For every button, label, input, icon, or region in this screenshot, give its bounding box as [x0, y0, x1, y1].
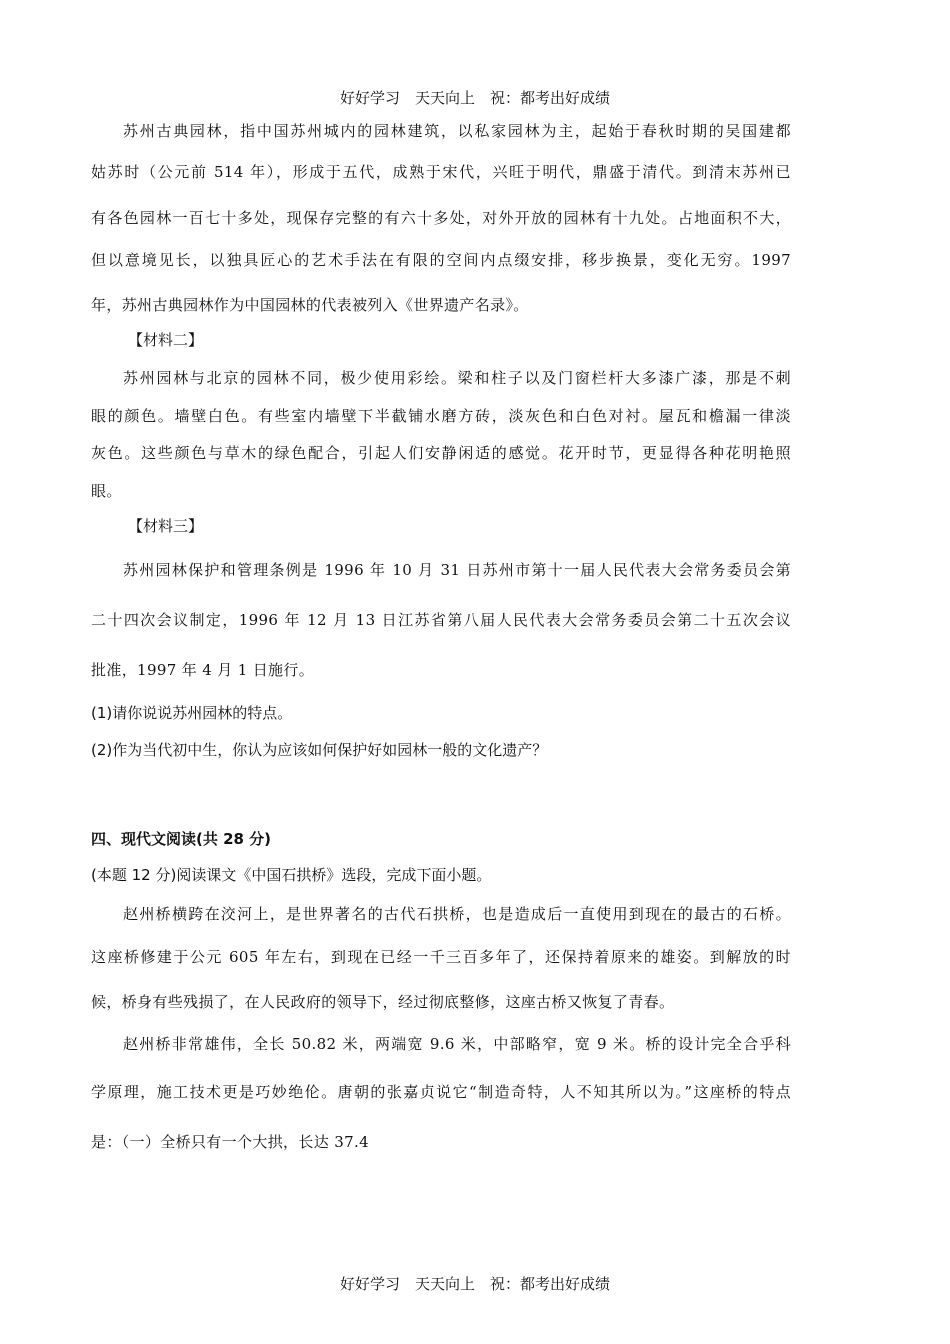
material2-line: 眼的颜色。墙壁白色。有些室内墙壁下半截铺水磨方砖，淡灰色和白色对衬。屋瓦和檐漏一律淡	[91, 407, 791, 425]
section-instruction: (本题 12 分)阅读课文《中国石拱桥》选段，完成下面小题。	[91, 866, 492, 884]
question-1: (1)请你说说苏州园林的特点。	[91, 704, 293, 722]
page-footer: 好好学习 天天向上 祝：都考出好成绩	[339, 1275, 610, 1293]
material3-line: 二十四次会议制定，1996 年 12 月 13 日江苏省第八届人民代表大会常务委员会第二十五次会议	[91, 611, 791, 629]
section-title: 四、现代文阅读(共 28 分)	[91, 830, 272, 848]
material2-line: 眼。	[91, 482, 122, 500]
material1-line: 年，苏州古典园林作为中国园林的代表被列入《世界遗产名录》。	[91, 296, 529, 314]
passage-line: 这座桥修建于公元 605 年左右，到现在已经一千三百多年了，还保持着原来的雄姿。到解放的时	[91, 948, 791, 966]
material3-line: 批准，1997 年 4 月 1 日施行。	[91, 661, 315, 679]
passage-line: 赵州桥横跨在洨河上，是世界著名的古代石拱桥，也是造成后一直使用到现在的最古的石桥。	[123, 905, 791, 923]
passage-line: 赵州桥非常雄伟，全长 50.82 米，两端宽 9.6 米，中部略窄，宽 9 米。桥的设计完全合乎科	[123, 1035, 791, 1053]
passage-line: 候，桥身有些残损了，在人民政府的领导下，经过彻底整修，这座古桥又恢复了青春。	[91, 993, 675, 1011]
material3-label: 【材料三】	[128, 517, 204, 535]
material3-line: 苏州园林保护和管理条例是 1996 年 10 月 31 日苏州市第十一届人民代表大会常务委员会第	[123, 561, 791, 579]
material1-line: 有各色园林一百七十多处，现保存完整的有六十多处，对外开放的园林有十九处。占地面积不大，	[91, 209, 791, 227]
material1-line: 姑苏时（公元前 514 年），形成于五代，成熟于宋代，兴旺于明代，鼎盛于清代。到清末苏州已	[91, 163, 791, 181]
material1-line: 但以意境见长，以独具匠心的艺术手法在有限的空间内点缀安排，移步换景，变化无穷。1997	[91, 251, 791, 269]
material2-line: 苏州园林与北京的园林不同，极少使用彩绘。梁和柱子以及门窗栏杆大多漆广漆，那是不刺	[123, 369, 791, 387]
page-header: 好好学习 天天向上 祝：都考出好成绩	[339, 89, 610, 107]
material2-label: 【材料二】	[128, 331, 204, 349]
material1-line: 苏州古典园林，指中国苏州城内的园林建筑，以私家园林为主，起始于春秋时期的吴国建都	[123, 122, 791, 140]
passage-line: 学原理，施工技术更是巧妙绝伦。唐朝的张嘉贞说它“制造奇特，人不知其所以为。”这座桥的特点	[91, 1083, 791, 1101]
passage-line: 是：（一）全桥只有一个大拱，长达 37.4	[91, 1133, 370, 1151]
question-2: (2)作为当代初中生，你认为应该如何保护好如园林一般的文化遗产？	[91, 741, 548, 759]
material2-line: 灰色。这些颜色与草木的绿色配合，引起人们安静闲适的感觉。花开时节，更显得各种花明艳照	[91, 444, 791, 462]
